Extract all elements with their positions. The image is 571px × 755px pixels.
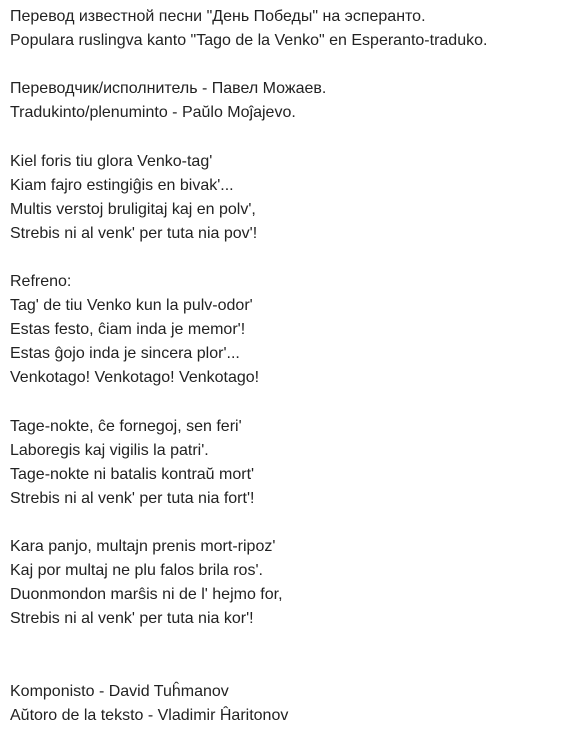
translator-esperanto: Tradukinto/plenuminto - Paŭlo Moĵajevo. <box>10 104 296 122</box>
verse-line: Tage-nokte, ĉe fornegoj, sen feri' <box>10 417 242 435</box>
composer-credit: Komponisto - David Tuĥmanov <box>10 682 229 700</box>
verse-line: Strebis ni al venk' per tuta nia kor'! <box>10 610 254 628</box>
spacer <box>10 511 571 535</box>
verse-1 <box>10 150 571 246</box>
lyricist-credit: Aŭtoro de la teksto - Vladimir Ĥaritonov <box>10 706 289 724</box>
verse-line: Tage-nokte ni batalis kontraŭ mort' <box>10 465 255 483</box>
verse-line: Kara panjo, multajn prenis mort-ripoz' <box>10 538 276 556</box>
spacer <box>10 391 571 415</box>
refrain-label: Refreno: <box>10 273 72 291</box>
refrain-line: Venkotago! Venkotago! Venkotago! <box>10 369 260 387</box>
spacer <box>10 246 571 270</box>
refrain <box>10 270 571 390</box>
verse-line: Kiam fajro estingiĝis en bivak'... <box>10 176 234 194</box>
intro-esperanto: Populara ruslingva kanto "Tago de la Venko" en Esperanto-traduko. <box>10 32 488 50</box>
verse-2 <box>10 415 571 511</box>
spacer <box>10 125 571 149</box>
translator-russian: Переводчик/исполнитель - Павел Можаев. <box>10 80 327 98</box>
intro-russian: Перевод известной песни "День Победы" на эсперанто. <box>10 8 426 25</box>
spacer <box>10 631 571 679</box>
refrain-line: Tag' de tiu Venko kun la pulv-odor' <box>10 297 253 315</box>
verse-line: Strebis ni al venk' per tuta nia fort'! <box>10 489 255 507</box>
verse-3 <box>10 535 571 631</box>
verse-line: Multis verstoj bruligitaj kaj en polv', <box>10 200 256 218</box>
refrain-line: Estas ĝojo inda je sincera plor'... <box>10 345 240 363</box>
refrain-line: Estas festo, ĉiam inda je memor'! <box>10 321 246 339</box>
verse-line: Strebis ni al venk' per tuta nia pov'! <box>10 224 258 242</box>
verse-line: Kaj por multaj ne plu falos brila ros'. <box>10 562 263 580</box>
verse-line: Kiel foris tiu glora Venko-tag' <box>10 152 213 170</box>
spacer <box>10 53 571 77</box>
verse-line: Duonmondon marŝis ni de l' hejmo for, <box>10 586 283 604</box>
verse-line: Laboregis kaj vigilis la patri'. <box>10 441 209 459</box>
